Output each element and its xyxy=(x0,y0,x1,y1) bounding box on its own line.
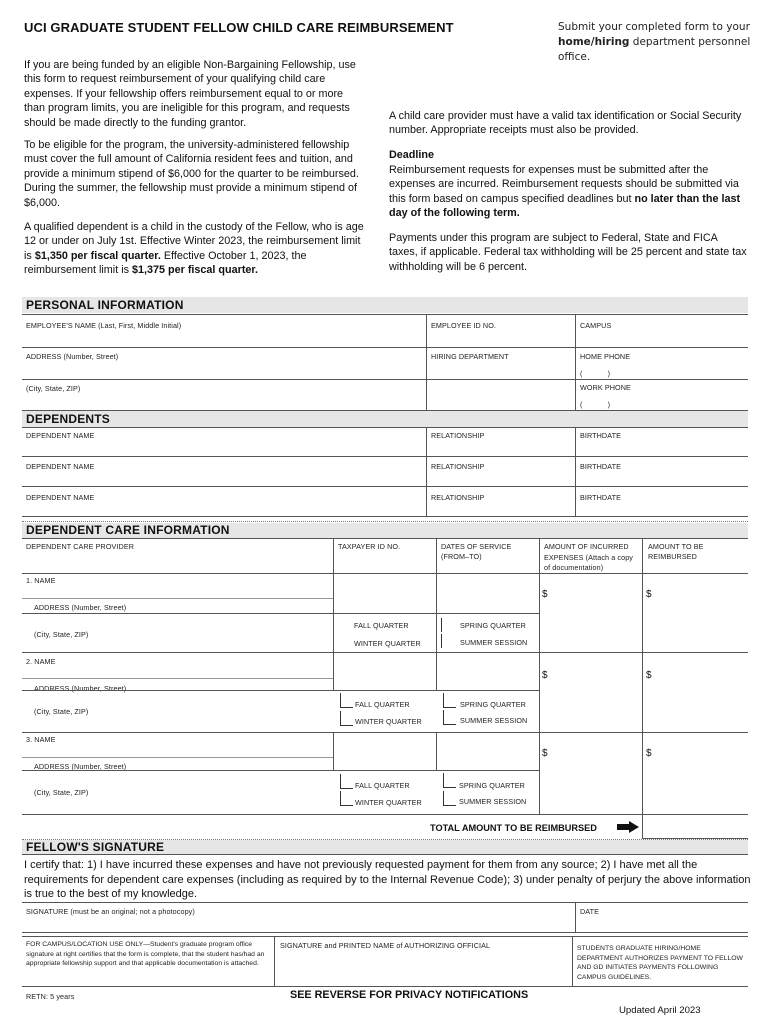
relationship-label-2: RELATIONSHIP xyxy=(431,462,485,471)
provider-3-spring-checkbox[interactable] xyxy=(443,773,456,788)
birthdate-label-1: BIRTHDATE xyxy=(580,431,621,440)
form-title: UCI GRADUATE STUDENT FELLOW CHILD CARE REIMBURSEMENT xyxy=(24,20,454,35)
hiring-dept-label: HIRING DEPARTMENT xyxy=(431,352,509,361)
submit-rest: department personnel office. xyxy=(558,36,751,63)
provider-2-winter-checkbox[interactable] xyxy=(340,711,353,726)
reimbursed-1-dollar[interactable]: $ xyxy=(646,589,652,600)
provider-1-summer[interactable]: SUMMER SESSION xyxy=(460,638,528,647)
dependent-name-label-3: DEPENDENT NAME xyxy=(26,493,95,502)
reimbursed-2-dollar[interactable]: $ xyxy=(646,670,652,681)
relationship-label-1: RELATIONSHIP xyxy=(431,431,485,440)
submit-line-1: Submit your completed form to your xyxy=(558,21,750,33)
provider-1-fall[interactable]: FALL QUARTER xyxy=(354,621,409,630)
intro-paragraph-2: To be eligible for the program, the university-administered fellowship must cover the full amount of California resident fees and tuition, and provide a minimum stipend of $6,000 for the quarter to be reimbursed. During the summer, the fellowship must provide a minimum stipend of $6,000. xyxy=(24,139,359,209)
submit-bold: home/hiring xyxy=(558,36,630,48)
city-label: (City, State, ZIP) xyxy=(26,384,81,393)
reimbursed-label: AMOUNT TO BE REIMBURSED xyxy=(648,542,704,561)
department-authorizes-text: STUDENTS GRADUATE HIRING/HOME DEPARTMENT AUTHORIZES PAYMENT TO FELLOW AND GD INITIATES PAYMENTS FOLLOWING CAMPUS GUIDELINES. xyxy=(577,945,743,981)
provider-2-spring-checkbox[interactable] xyxy=(443,693,456,708)
provider-2-spring[interactable]: SPRING QUARTER xyxy=(460,700,526,709)
provider-1-spring[interactable]: SPRING QUARTER xyxy=(460,621,526,630)
provider-3-summer[interactable]: SUMMER SESSION xyxy=(459,797,527,806)
p3-text-c: Effective October 1, 2023, the reimbursement limit is xyxy=(24,249,307,277)
deadline-heading: Deadline xyxy=(389,149,435,161)
p3-text-a: A qualified dependent is a child in the custody of the Fellow, who is age 12 or under on July 1st. Effective Winter 2023, the reimbursement limit is xyxy=(24,221,364,262)
provider-2-address-label: ADDRESS (Number, Street) xyxy=(34,684,127,693)
submit-instructions xyxy=(558,20,770,65)
reimbursed-3-dollar[interactable]: $ xyxy=(646,748,652,759)
submit-line-2 xyxy=(558,35,770,65)
provider-2-fall-checkbox[interactable] xyxy=(340,693,353,708)
signature-label[interactable]: SIGNATURE (must be an original; not a photocopy) xyxy=(26,907,195,916)
provider-3-fall[interactable]: FALL QUARTER xyxy=(355,781,410,790)
official-signature-label[interactable]: SIGNATURE and PRINTED NAME of AUTHORIZING OFFICIAL xyxy=(280,941,491,950)
provider-1-address-label: ADDRESS (Number, Street) xyxy=(34,603,127,612)
provider-1-winter[interactable]: WINTER QUARTER xyxy=(354,639,421,648)
provider-3-spring[interactable]: SPRING QUARTER xyxy=(459,781,525,790)
campus-use-text: FOR CAMPUS/LOCATION USE ONLY—Student's graduate program office signature at right certifies that the form is complete, that the student has/had an appropriate fellowship support and that applicable documentation is attached. xyxy=(26,941,265,967)
provider-3-fall-checkbox[interactable] xyxy=(340,774,353,789)
updated-date: Updated April 2023 xyxy=(619,1005,701,1016)
work-phone-label: WORK PHONE xyxy=(580,383,631,392)
provider-2-winter[interactable]: WINTER QUARTER xyxy=(355,717,422,726)
provider-requirement: A child care provider must have a valid tax identification or Social Security number. Appropriate receipts must also be provided. xyxy=(389,110,742,137)
certification-text: I certify that: 1) I have incurred these expenses and have not previously requested payment for them from any source; 2) I have met all the requirements for dependent care expenses (including as required by to the Internal Revenue Code); 3) under penalty of perjury the above information is true to the best of my knowledge. xyxy=(24,859,751,900)
home-phone-field[interactable]: ( ) xyxy=(580,369,611,378)
incurred-3-dollar[interactable]: $ xyxy=(542,748,548,759)
intro-paragraph-1: If you are being funded by an eligible Non-Bargaining Fellowship, use this form to request reimbursement of your qualifying child care expenses. If your fellowship offers reimbursement equal to or more than program limits, you are ineligible for this program, and requests should be made directly to the funding grantor. xyxy=(24,59,356,129)
dependents-band xyxy=(22,411,748,427)
dependent-name-label-2: DEPENDENT NAME xyxy=(26,462,95,471)
provider-1-city-label: (City, State, ZIP) xyxy=(34,630,89,639)
tax-withholding-text: Payments under this program are subject to Federal, State and FICA taxes, if applicable. Federal tax withholding will be 25 percent and state tax withholding will be 6 percent. xyxy=(389,232,747,273)
birthdate-label-2: BIRTHDATE xyxy=(580,462,621,471)
personal-info-heading: PERSONAL INFORMATION xyxy=(26,298,184,312)
retention-text: RETN: 5 years xyxy=(26,992,75,1001)
provider-3-city-label: (City, State, ZIP) xyxy=(34,788,89,797)
dependents-heading: DEPENDENTS xyxy=(26,412,111,426)
provider-3-address-label: ADDRESS (Number, Street) xyxy=(34,762,127,771)
campus-label: CAMPUS xyxy=(580,321,612,330)
employee-id-label: EMPLOYEE ID NO. xyxy=(431,321,497,330)
employee-name-label: EMPLOYEE'S NAME (Last, First, Middle Initial) xyxy=(26,321,182,330)
provider-2-summer[interactable]: SUMMER SESSION xyxy=(460,716,528,725)
incurred-label: AMOUNT OF INCURRED EXPENSES (Attach a copy of documentation) xyxy=(544,542,633,572)
dependent-name-label-1: DEPENDENT NAME xyxy=(26,431,95,440)
birthdate-label-3: BIRTHDATE xyxy=(580,493,621,502)
provider-1-name-label: 1. NAME xyxy=(26,576,56,585)
dates-label: DATES OF SERVICE (FROM–TO) xyxy=(441,542,512,561)
address-label: ADDRESS (Number, Street) xyxy=(26,352,119,361)
provider-label: DEPENDENT CARE PROVIDER xyxy=(26,542,135,551)
work-phone-field[interactable]: ( ) xyxy=(580,400,611,409)
incurred-1-dollar[interactable]: $ xyxy=(542,589,548,600)
total-label: TOTAL AMOUNT TO BE REIMBURSED xyxy=(430,823,597,833)
p3-limit-1: $1,350 per fiscal quarter. xyxy=(34,249,161,262)
deadline-text xyxy=(389,163,749,221)
date-label[interactable]: DATE xyxy=(580,907,600,916)
p3-limit-2: $1,375 per fiscal quarter. xyxy=(132,264,259,277)
provider-2-summer-checkbox[interactable] xyxy=(443,710,456,725)
incurred-2-dollar[interactable]: $ xyxy=(542,670,548,681)
provider-2-city-label: (City, State, ZIP) xyxy=(34,707,89,716)
provider-2-name-label: 2. NAME xyxy=(26,657,56,666)
deadline-text-b: no later than the last day of the following term. xyxy=(389,192,741,220)
arrow-right-icon xyxy=(617,821,639,833)
provider-3-summer-checkbox[interactable] xyxy=(443,791,456,806)
home-phone-label: HOME PHONE xyxy=(580,352,631,361)
provider-2-fall[interactable]: FALL QUARTER xyxy=(355,700,410,709)
provider-3-winter-checkbox[interactable] xyxy=(340,791,353,806)
privacy-notice: SEE REVERSE FOR PRIVACY NOTIFICATIONS xyxy=(290,989,529,1001)
deadline-text-a: Reimbursement requests for expenses must be submitted after the expenses are incurred. Reimbursement requests should be submitted via this form based on campus specified deadlines but xyxy=(389,164,739,205)
care-info-heading: DEPENDENT CARE INFORMATION xyxy=(26,523,230,537)
provider-3-name-label: 3. NAME xyxy=(26,735,56,744)
signature-heading: FELLOW'S SIGNATURE xyxy=(26,840,165,854)
taxpayer-label: TAXPAYER ID NO. xyxy=(338,542,401,551)
provider-3-winter[interactable]: WINTER QUARTER xyxy=(355,798,422,807)
intro-paragraph-3 xyxy=(24,220,364,278)
relationship-label-3: RELATIONSHIP xyxy=(431,493,485,502)
